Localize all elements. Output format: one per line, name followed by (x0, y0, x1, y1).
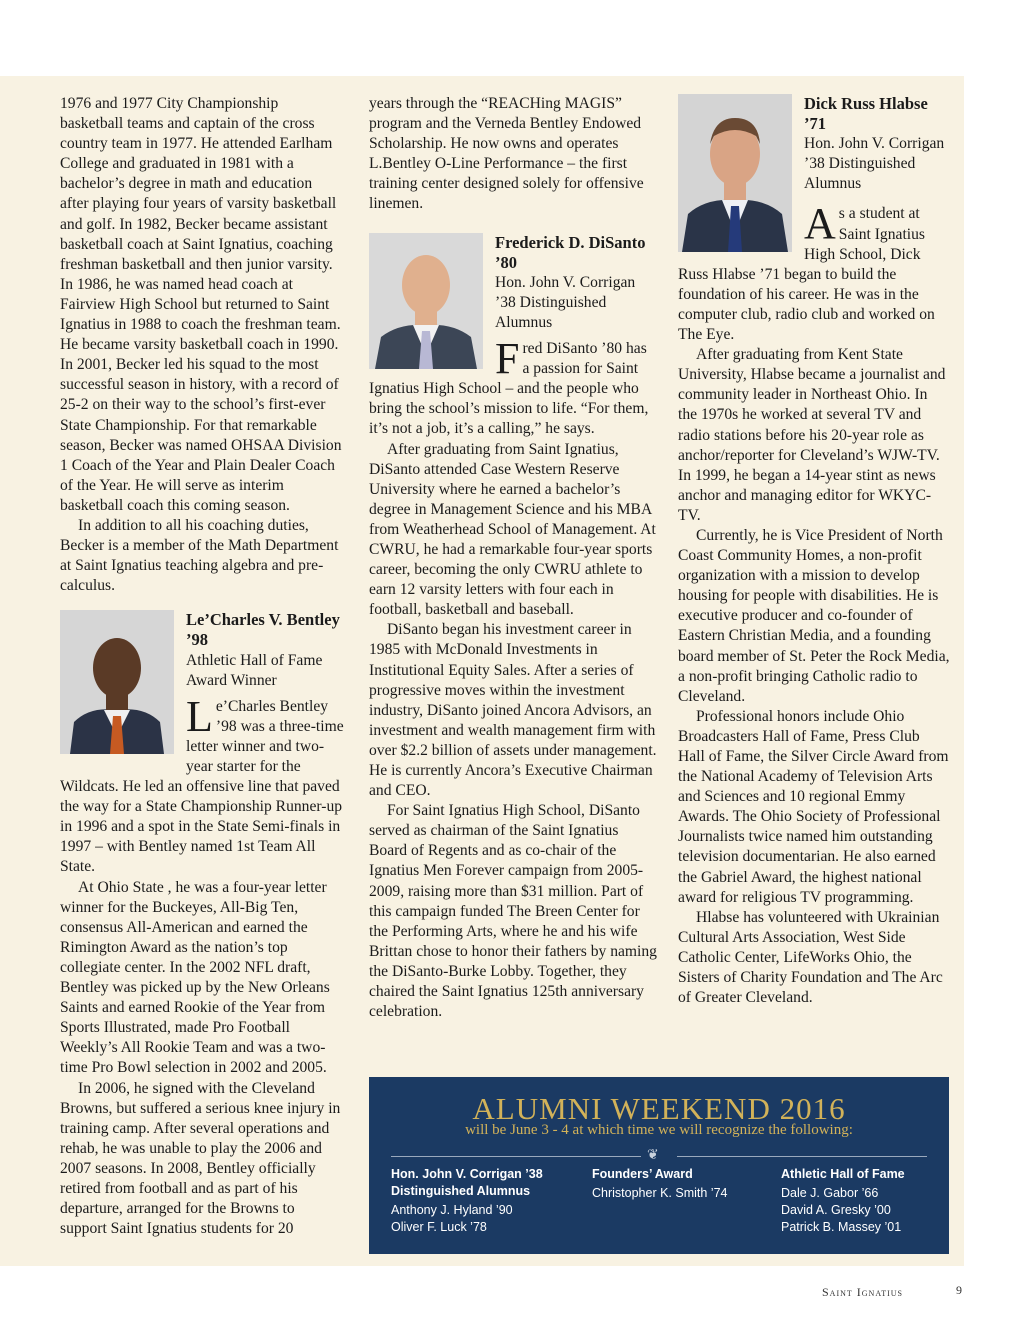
banner-subtitle: will be June 3 - 4 at which time we will recognize the following: (465, 1122, 853, 1138)
disanto-paragraph-2: After graduating from Saint Ignatius, DiSanto attended Case Western Reserve University where he earned a bachelor’s degree in Management Science and his MBA from Weatherhead School of Management. At CWRU, he had a remarkable four-year sports career, becoming the only CWRU athlete to earn 12 varsity letters with four each in football, basketball and baseball. (369, 440, 656, 619)
hlabse-paragraph-4: Professional honors include Ohio Broadcasters Hall of Fame, Press Club Hall of Fame, the Silver Circle Award from the National Academy of Television Arts and Sciences and 10 regional Emmy Awards. The Ohio Society of Professional Journalists twice named him outstanding television documentarian. He also earned the Gabriel Award, the highest national award for religious TV programming. (678, 707, 949, 906)
bentley-portrait-photo (60, 610, 174, 754)
bentley-paragraph-2: At Ohio State , he was a four-year letter winner for the Buckeyes, All-Big Ten, consensus All-American and earned the Rimington Award as the nation’s top collegiate center. In the 2002 NFL draft, Bentley was picked up by the New Orleans Saints and earned Rookie of the Year from Sports Illustrated, made Pro Football Weekly’s All Rookie Team and was a two-time Pro Bowl selection in 2002 and 2005. (60, 878, 330, 1077)
hlabse-paragraph-3: Currently, he is Vice President of North Coast Community Homes, a non-profit organization with a mission to develop housing for people with disabilities. He is executive producer and co-founder of Eastern Christian Media, and a founding board member of St. Peter the Rock Media, a non-profit bringing Catholic radio to Cleveland. (678, 526, 950, 705)
hlabse-dropcap: A (804, 199, 836, 249)
bentley-name: Le’Charles V. Bentley ’98 (186, 610, 340, 650)
bentley-paragraph-3: In 2006, he signed with the Cleveland Browns, but suffered a serious knee injury in training camp. After several operations and rehab, he was unable to play the 2006 and 2007 seasons. In 2008, Bentley officially retired from football and as part of his departure, arranged for the Browns to support Saint Ignatius students for 20 (60, 1079, 341, 1238)
hlabse-portrait-photo (678, 94, 792, 252)
footer-page-number: 9 (956, 1283, 962, 1297)
disanto-dropcap: F (495, 334, 520, 384)
bentley-paragraph-1: e’Charles Bentley ’98 was a three-time letter winner and two-year starter for the Wildcats. He led an offensive line that paved the way for a State Championship Runner-up in 1996 and a spot in the State Semi-finals in 1997 – with Bentley named 1st Team All State. (60, 697, 344, 876)
footer-publication-title: Saint Ignatius (822, 1285, 903, 1299)
becker-paragraph-1: 1976 and 1977 City Championship basketball teams and captain of the cross country team in 1977. He attended Earlham College and graduated in 1981 with a bachelor’s degree in math and education after playing four years of varsity basketball and golf. In 1982, Becker became assistant basketball coach at Saint Ignatius, coaching freshman basketball and then junior varsity. In 1986, he was named head coach at Fairview High School but returned to Saint Ignatius in 1988 to coach the freshman team. He became varsity basketball coach in 1990. In 2001, Becker led his squad to the most successful season in history, with a record of 25-2 on their way to the school’s first-ever State Championship. For that remarkable season, Becker was named OHSAA Division 1 Coach of the Year and Plain Dealer Coach of the Year. He will serve as interim basketball coach this coming season. (60, 95, 342, 514)
banner-honoree: Christopher K. Smith ’74 (592, 1186, 728, 1200)
banner-column-founders-award (592, 1166, 762, 1202)
becker-paragraph-2: In addition to all his coaching duties, Becker is a member of the Math Department at Saint Ignatius teaching algebra and pre-calculus. (60, 516, 339, 595)
ornament-icon: ❦ (647, 1148, 659, 1163)
banner-honoree: Anthony J. Hyland ’90 (391, 1203, 513, 1217)
column-2 (369, 94, 657, 1022)
hlabse-paragraph-1: s a student at Saint Ignatius High School, Dick Russ Hlabse ’71 began to build the foundation of his career. He was in the computer club, radio club and worked on The Eye. (678, 205, 935, 344)
hlabse-name: Dick Russ Hlabse ’71 (804, 94, 928, 134)
disanto-award: Hon. John V. Corrigan ’38 Distinguished Alumnus (495, 273, 636, 331)
banner-title: ALUMNI WEEKEND 2016 (472, 1091, 846, 1126)
banner-rule-left (391, 1156, 641, 1157)
banner-honoree: David A. Gresky ’00 (781, 1203, 891, 1217)
banner-honoree: Patrick B. Massey ’01 (781, 1220, 902, 1234)
banner-heading-distinguished-alumnus: Hon. John V. Corrigan ’38 Distinguished Alumnus (391, 1167, 543, 1198)
banner-honoree: Dale J. Gabor ’66 (781, 1186, 879, 1200)
bentley-award: Athletic Hall of Fame Award Winner (186, 651, 323, 689)
banner-column-athletic-hall-of-fame (781, 1166, 941, 1236)
disanto-paragraph-4: For Saint Ignatius High School, DiSanto served as chairman of the Saint Ignatius Board of Regents and as co-chair of the Ignatius Men Forever campaign from 2005-2009, raising more than $31 million. Part of this campaign funded The Breen Center for the Performing Arts, where he and his wife Brittan chose to honor their fathers by naming the DiSanto-Burke Lobby. Together, they chaired the Saint Ignatius 125th anniversary celebration. (369, 802, 657, 1021)
banner-column-distinguished-alumnus (391, 1166, 571, 1236)
banner-heading-athletic-hall-of-fame: Athletic Hall of Fame (781, 1167, 905, 1181)
banner-honoree: Oliver F. Luck ’78 (391, 1220, 487, 1234)
disanto-portrait-photo (369, 233, 483, 369)
banner-heading-founders-award: Founders’ Award (592, 1167, 693, 1181)
hlabse-paragraph-2: After graduating from Kent State University, Hlabse became a journalist and community leader in Northeast Ohio. In the 1970s he worked at several TV and radio stations before his 20-year role as anchor/reporter for Cleveland’s WJW-TV. In 1999, he began a 14-year stint as news anchor and managing editor for WKYC-TV. (678, 346, 946, 524)
bentley-paragraph-continued: years through the “REACHing MAGIS” program and the Verneda Bentley Endowed Scholarship. He now owns and operates L.Bentley O-Line Performance – the first training center designed solely for offensive linemen. (369, 95, 644, 213)
alumni-weekend-banner (369, 1077, 949, 1254)
hlabse-paragraph-5: Hlabse has volunteered with Ukrainian Cultural Arts Association, West Side Catholic Center, LifeWorks Ohio, the Sisters of Charity Foundation and The Arc of Greater Cleveland. (678, 908, 943, 1007)
disanto-paragraph-3: DiSanto began his investment career in 1985 with McDonald Investments in Institutional Equity Sales. After a series of progressive moves within the investment industry, DiSanto joined Ancora Advisors, an investment and wealth management firm with over $2.2 billion of assets under management. He is currently Ancora’s Executive Chairman and CEO. (369, 621, 657, 800)
bentley-dropcap: L (186, 691, 213, 741)
hlabse-award: Hon. John V. Corrigan ’38 Distinguished Alumnus (804, 135, 945, 193)
disanto-paragraph-1: red DiSanto ’80 has a passion for Saint Ignatius High School – and the people who bring the school’s mission to life. “For them, it’s not a job, it’s a calling,” he says. (369, 340, 649, 438)
column-3 (678, 94, 950, 1008)
disanto-name: Frederick D. DiSanto ’80 (495, 232, 646, 272)
column-1 (60, 94, 344, 1239)
banner-rule-right (677, 1156, 927, 1157)
